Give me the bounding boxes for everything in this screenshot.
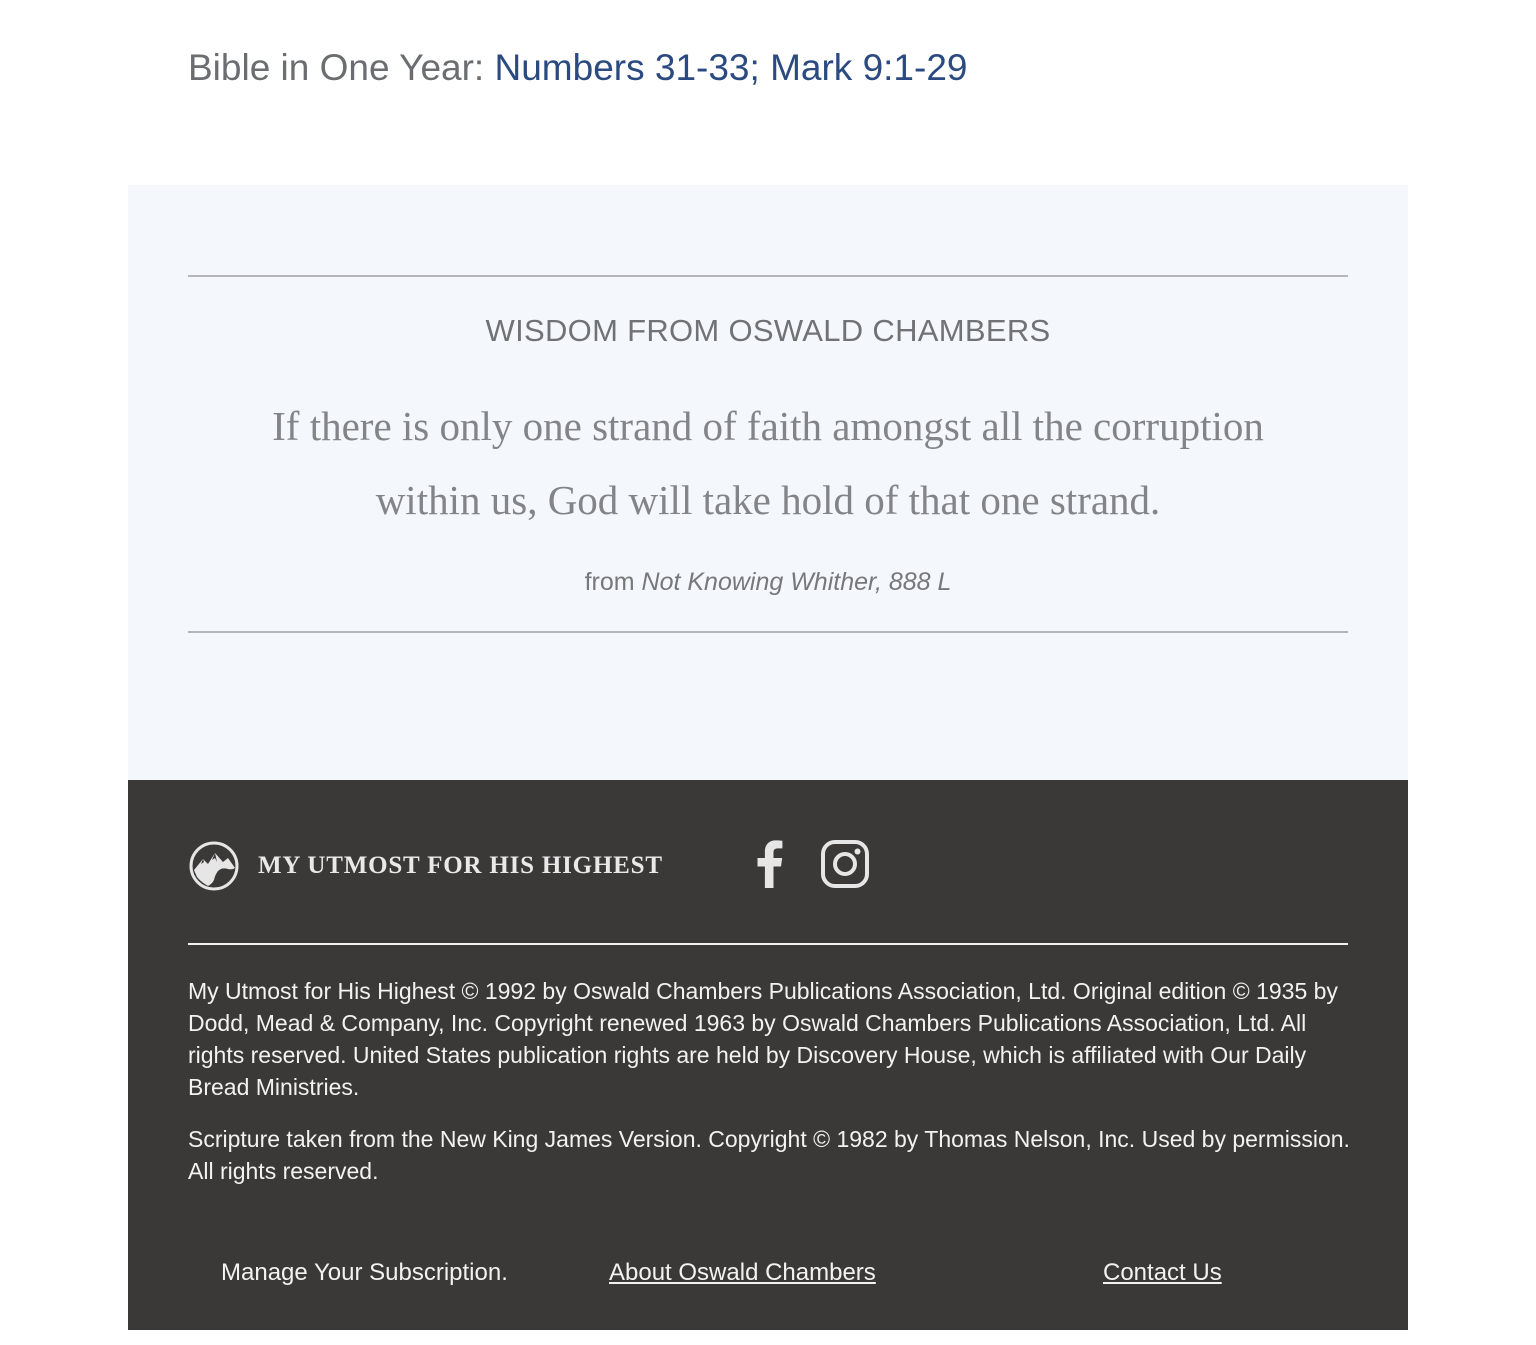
bible-reading-link[interactable]: Numbers 31-33; Mark 9:1-29	[494, 47, 968, 88]
about-oswald-chambers-link[interactable]: About Oswald Chambers	[609, 1259, 876, 1286]
bible-in-one-year-label: Bible in One Year:	[188, 47, 495, 88]
wisdom-quote: If there is only one strand of faith amongst all the corruption within us, God will take hold of that one strand.	[272, 403, 1264, 523]
wisdom-source-title: Not Knowing Whither, 888 L	[641, 568, 952, 596]
footer-logo[interactable]	[188, 840, 663, 892]
wisdom-section	[128, 185, 1408, 780]
wisdom-source-prefix: from	[584, 568, 642, 596]
copyright-notice: My Utmost for His Highest © 1992 by Oswald Chambers Publications Association, Ltd. Original edition © 1935 by Dodd, Mead & Company, Inc. Copyright renewed 1963 by Oswald Chambers Publications Association, Ltd. All rights reserved. United States publication rights are held by Discovery House, which is affiliated with Our Daily Bread Ministries.	[188, 978, 1338, 1100]
mountain-globe-icon	[188, 840, 240, 892]
facebook-icon	[754, 840, 784, 893]
wisdom-source	[128, 565, 1408, 599]
wisdom-top-divider	[188, 275, 1348, 277]
manage-subscription-link[interactable]: Manage Your Subscription.	[221, 1259, 508, 1286]
facebook-link[interactable]	[754, 840, 784, 892]
footer-divider	[188, 943, 1348, 945]
scripture-notice: Scripture taken from the New King James Version. Copyright © 1982 by Thomas Nelson, Inc. Used by permission. All rights reserved.	[188, 1126, 1350, 1184]
footer	[128, 780, 1408, 1330]
wisdom-bottom-divider	[188, 631, 1348, 633]
contact-us-link[interactable]: Contact Us	[1103, 1259, 1222, 1286]
instagram-link[interactable]	[820, 840, 870, 892]
brand-name: MY UTMOST FOR HIS HIGHEST	[258, 852, 663, 879]
bible-in-one-year	[188, 44, 967, 92]
instagram-icon	[820, 839, 870, 894]
wisdom-heading: WISDOM FROM OSWALD CHAMBERS	[485, 313, 1051, 348]
